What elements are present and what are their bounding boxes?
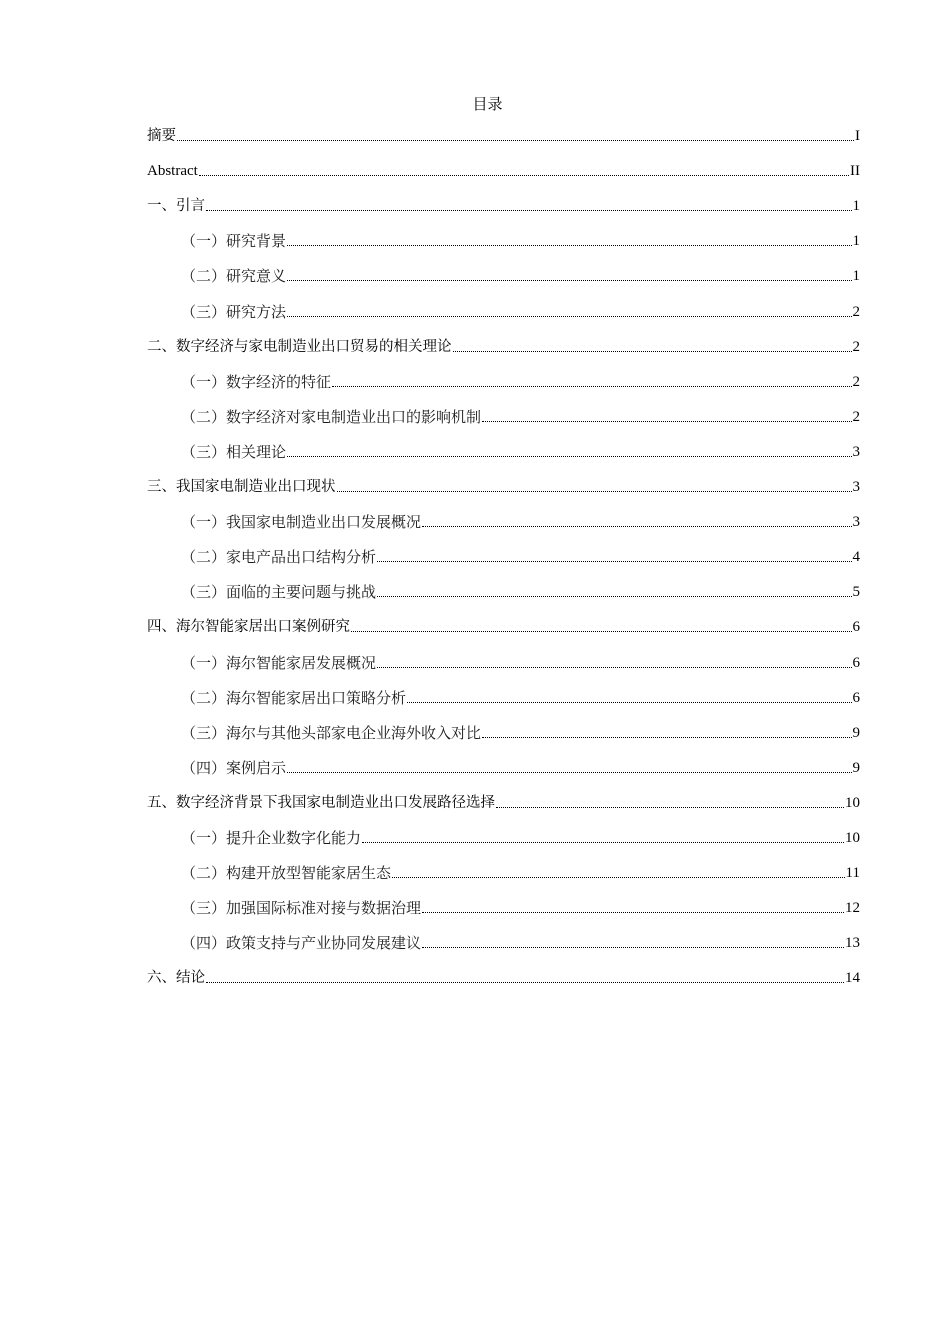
toc-entry-text: 六、结论 (147, 970, 205, 987)
toc-page-number: 5 (852, 584, 860, 601)
toc-page-number: 2 (852, 338, 860, 355)
toc-page-number: 14 (845, 970, 860, 987)
dot-leader (287, 280, 851, 281)
dot-leader (422, 912, 844, 913)
toc-entry-section-1-2[interactable] (147, 258, 860, 293)
dot-leader (482, 737, 851, 738)
toc-entry-text: （三）加强国际标准对接与数据治理 (181, 899, 422, 918)
toc-page-number: 4 (852, 549, 860, 566)
dot-leader (287, 456, 851, 457)
toc-page-number: 9 (852, 759, 860, 776)
toc-entry-text: （二）家电产品出口结构分析 (181, 548, 377, 567)
toc-page-number: 1 (852, 198, 860, 215)
toc-entry-text: 二、数字经济与家电制造业出口贸易的相关理论 (147, 338, 452, 355)
toc-entry-section-3-3[interactable] (147, 574, 860, 609)
toc-entry-text: （一）研究背景 (181, 232, 287, 251)
table-of-contents (147, 118, 860, 995)
toc-entry-section-1-1[interactable] (147, 223, 860, 258)
toc-entry-text: （三）海尔与其他头部家电企业海外收入对比 (181, 723, 482, 742)
dot-leader (332, 386, 851, 387)
toc-page-number: I (855, 128, 860, 145)
toc-page-number: 10 (845, 829, 860, 846)
toc-entry-text: （二）海尔智能家居出口策略分析 (181, 688, 407, 707)
dot-leader (377, 596, 851, 597)
toc-entry-section-2-2[interactable] (147, 399, 860, 434)
toc-entry-chapter-2[interactable] (147, 329, 860, 364)
toc-page-number: 10 (845, 794, 860, 811)
toc-page-number: 3 (852, 514, 860, 531)
toc-page-number: 2 (852, 408, 860, 425)
toc-entry-abstract-cn[interactable] (147, 118, 860, 153)
toc-page-number: 2 (852, 373, 860, 390)
toc-entry-text: 一、引言 (147, 198, 205, 215)
toc-page-number: 12 (845, 900, 860, 917)
toc-entry-section-3-2[interactable] (147, 539, 860, 574)
toc-page-number: 9 (852, 724, 860, 741)
toc-page-number: 3 (852, 443, 860, 460)
toc-entry-text: 四、海尔智能家居出口案例研究 (147, 619, 350, 636)
toc-entry-chapter-6[interactable] (147, 960, 860, 995)
dot-leader (422, 947, 844, 948)
toc-entry-chapter-4[interactable] (147, 609, 860, 644)
dot-leader (496, 807, 844, 808)
toc-entry-text: （二）构建开放型智能家居生态 (181, 864, 392, 883)
toc-entry-section-4-1[interactable] (147, 644, 860, 679)
toc-page-number: 6 (852, 619, 860, 636)
toc-entry-section-5-2[interactable] (147, 855, 860, 890)
dot-leader (453, 351, 852, 352)
dot-leader (287, 772, 851, 773)
dot-leader (482, 421, 851, 422)
toc-page-number: 3 (852, 479, 860, 496)
toc-entry-text: （一）我国家电制造业出口发展概况 (181, 513, 422, 532)
dot-leader (287, 245, 851, 246)
dot-leader (287, 316, 851, 317)
toc-entry-text: （二）研究意义 (181, 267, 287, 286)
toc-page-number: 13 (845, 935, 860, 952)
toc-entry-chapter-5[interactable] (147, 785, 860, 820)
toc-entry-text: （二）数字经济对家电制造业出口的影响机制 (181, 407, 482, 426)
toc-entry-text: （一）提升企业数字化能力 (181, 828, 362, 847)
toc-entry-section-2-1[interactable] (147, 364, 860, 399)
toc-page-number: 1 (852, 268, 860, 285)
dot-leader (362, 842, 844, 843)
toc-entry-section-5-3[interactable] (147, 890, 860, 925)
dot-leader (199, 175, 849, 176)
dot-leader (407, 702, 851, 703)
toc-page-number: 6 (852, 654, 860, 671)
toc-page-number: II (850, 163, 860, 180)
toc-entry-text: （三）面临的主要问题与挑战 (181, 583, 377, 602)
toc-entry-text: （四）案例启示 (181, 758, 287, 777)
toc-entry-section-4-2[interactable] (147, 680, 860, 715)
dot-leader (377, 667, 851, 668)
toc-entry-text: 五、数字经济背景下我国家电制造业出口发展路径选择 (147, 794, 495, 811)
dot-leader (206, 982, 844, 983)
toc-entry-chapter-3[interactable] (147, 469, 860, 504)
toc-page-number: 6 (852, 689, 860, 706)
toc-entry-text: 三、我国家电制造业出口现状 (147, 479, 336, 496)
toc-entry-text: （三）相关理论 (181, 442, 287, 461)
dot-leader (337, 491, 852, 492)
toc-entry-section-4-3[interactable] (147, 715, 860, 750)
toc-entry-chapter-1[interactable] (147, 188, 860, 223)
toc-entry-section-2-3[interactable] (147, 434, 860, 469)
toc-entry-text: （一）海尔智能家居发展概况 (181, 653, 377, 672)
dot-leader (206, 210, 852, 211)
dot-leader (422, 526, 851, 527)
toc-entry-text: 摘要 (147, 128, 176, 145)
toc-entry-section-5-4[interactable] (147, 925, 860, 960)
dot-leader (177, 140, 854, 141)
toc-entry-text: （四）政策支持与产业协同发展建议 (181, 934, 422, 953)
toc-page-number: 1 (852, 233, 860, 250)
dot-leader (392, 877, 845, 878)
toc-entry-abstract-en[interactable] (147, 153, 860, 188)
toc-entry-text: Abstract (147, 163, 198, 180)
toc-entry-section-4-4[interactable] (147, 750, 860, 785)
toc-page-number: 11 (845, 865, 860, 882)
toc-entry-section-5-1[interactable] (147, 820, 860, 855)
toc-entry-text: （一）数字经济的特征 (181, 372, 332, 391)
toc-title: 目录 (472, 95, 503, 113)
toc-page-number: 2 (852, 303, 860, 320)
toc-entry-text: （三）研究方法 (181, 302, 287, 321)
toc-entry-section-1-3[interactable] (147, 293, 860, 328)
toc-entry-section-3-1[interactable] (147, 504, 860, 539)
dot-leader (377, 561, 851, 562)
dot-leader (351, 631, 852, 632)
